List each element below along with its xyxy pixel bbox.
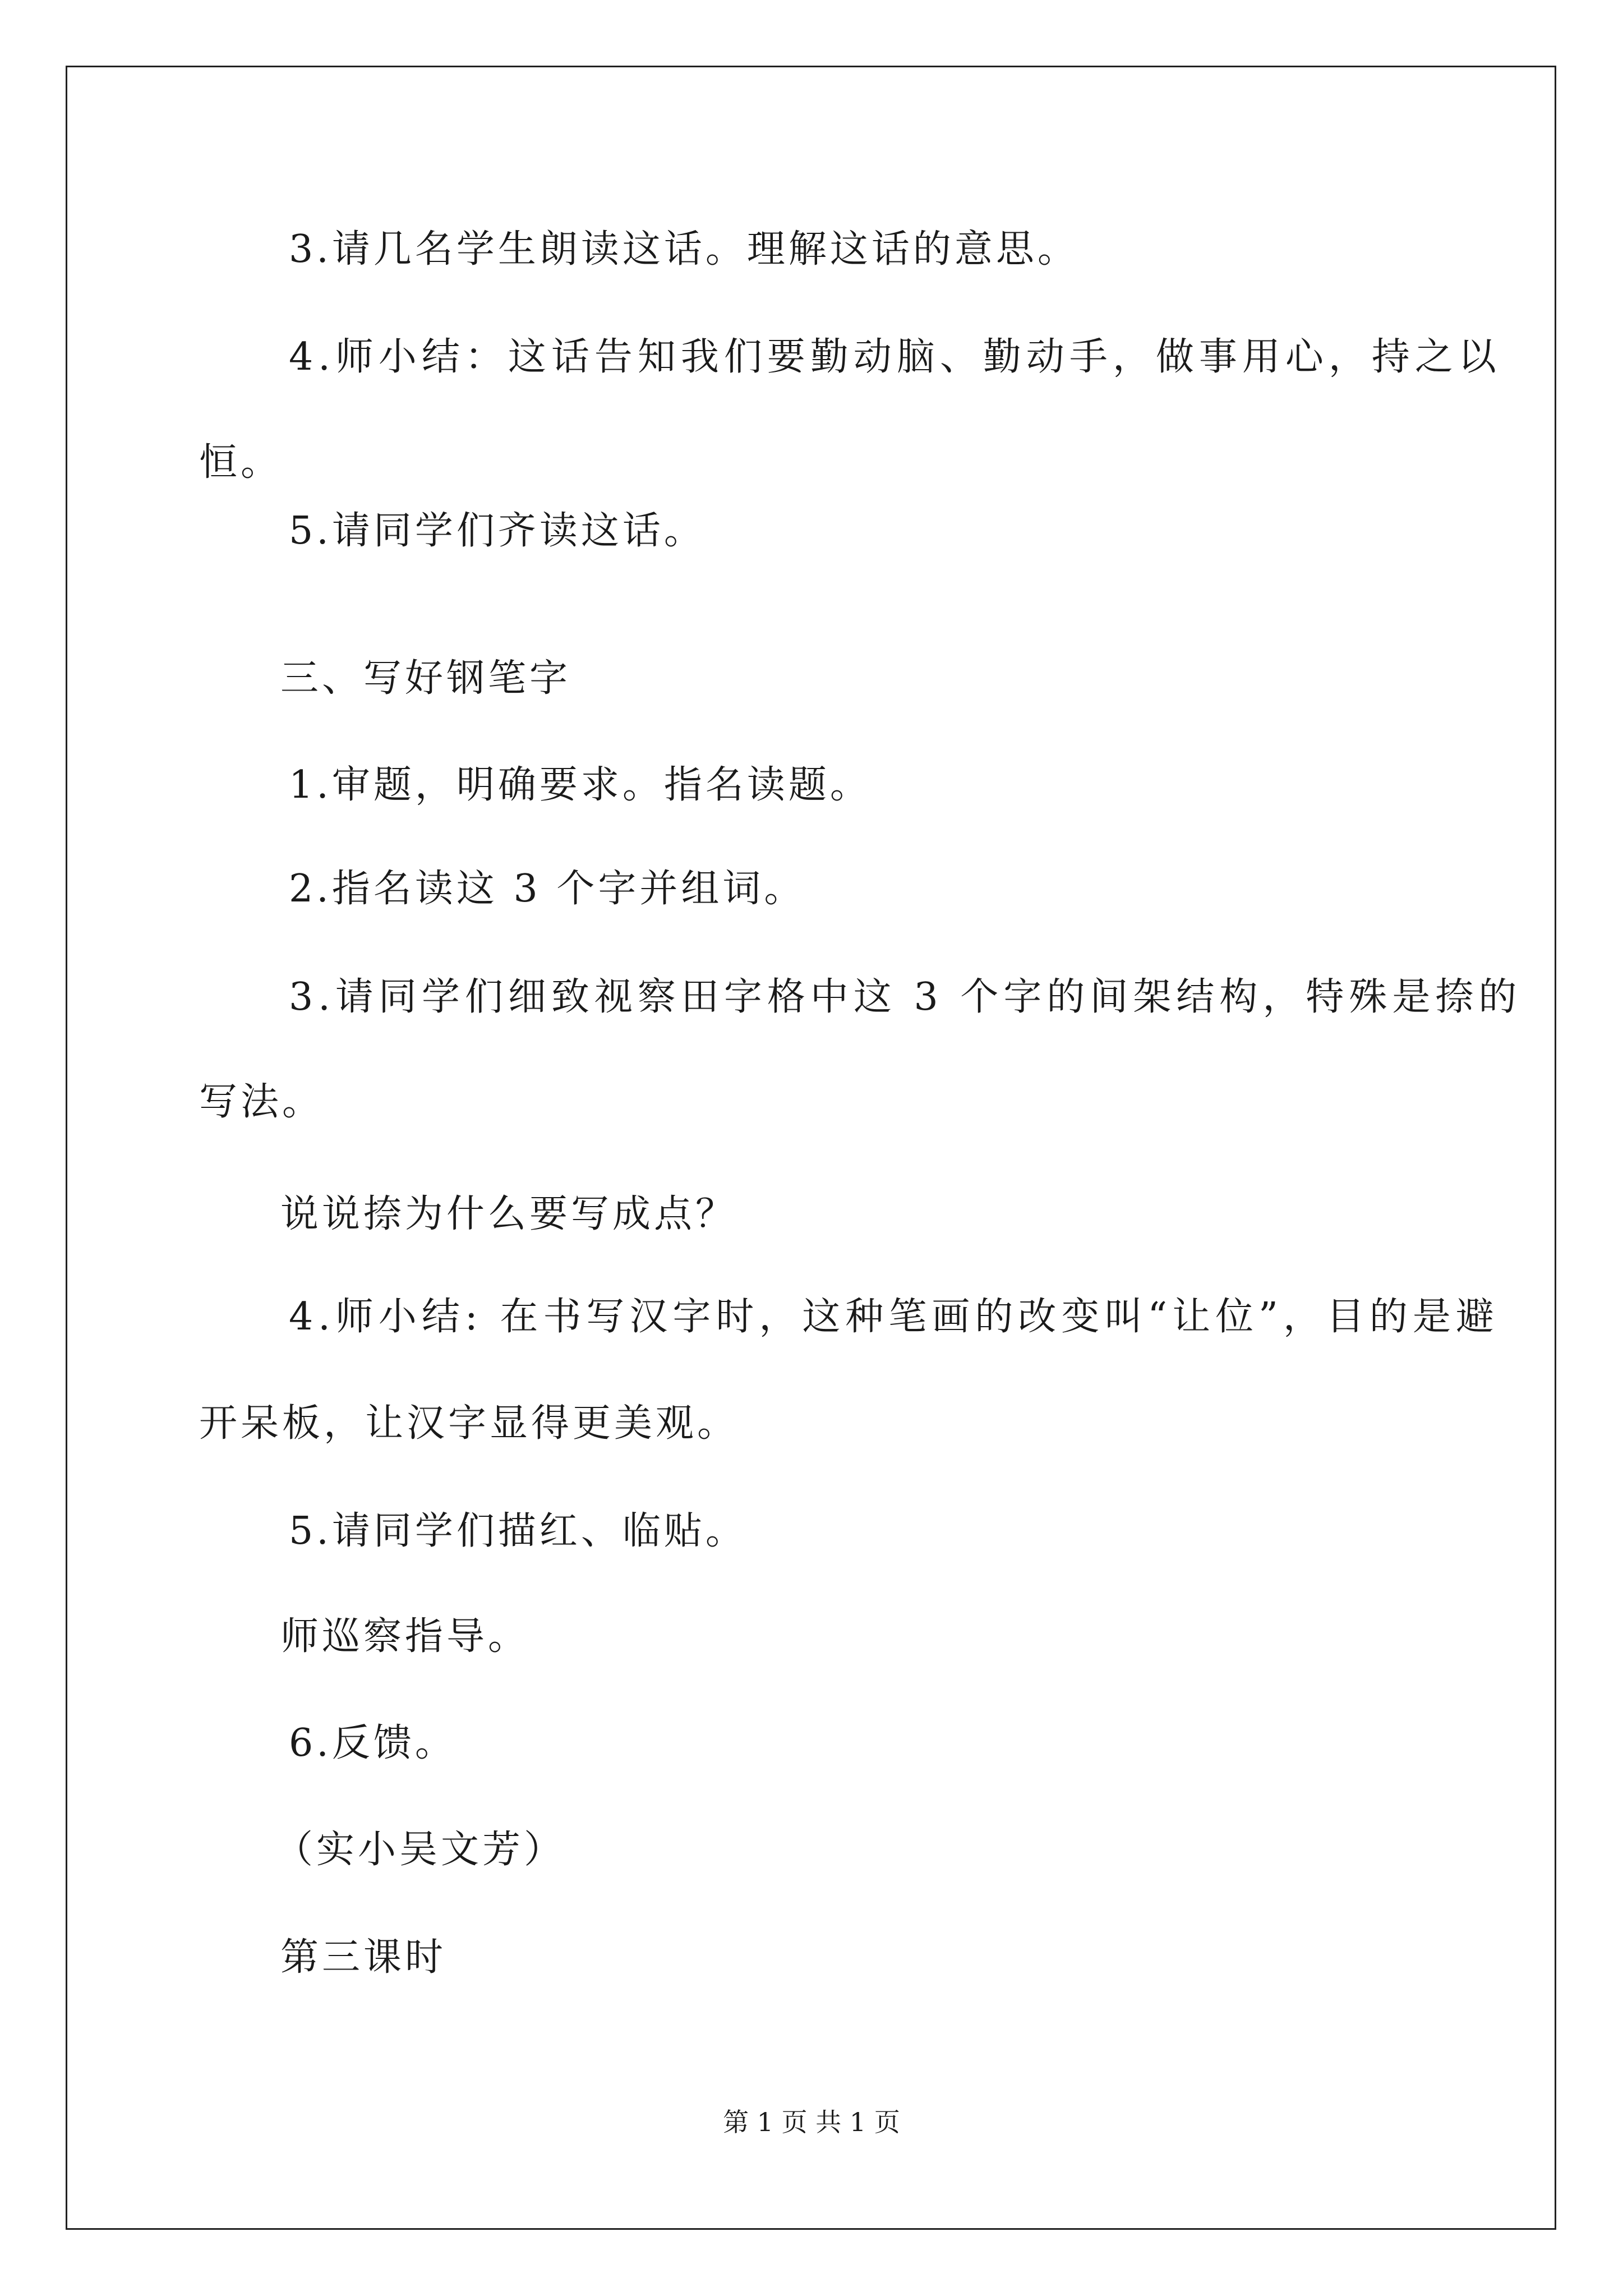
text-line-16: （实小吴文芳）	[275, 1828, 566, 1872]
text-line-2: 4.师小结：这话告知我们要勤动脑、勤动手，做事用心，持之以	[289, 335, 1501, 379]
text-line-8: 3.请同学们细致视察田字格中这 3 个字的间架结构，特殊是捺的	[289, 975, 1522, 1019]
text-line-13: 5.请同学们描红、临贴。	[289, 1509, 747, 1553]
section-heading: 三、写好钢笔字	[280, 656, 571, 701]
text-line-6: 1.审题，明确要求。指名读题。	[289, 763, 872, 807]
text-line-17: 第三课时	[280, 1935, 447, 1980]
text-line-11: 4.师小结: 在书写汉字时，这种笔画的改变叫“让位”，目的是避	[289, 1295, 1499, 1339]
page-footer: 第 1 页 共 1 页	[723, 2107, 900, 2137]
text-line-9: 写法。	[199, 1080, 324, 1124]
text-line-7: 2.指名读这 3 个字并组词。	[289, 867, 806, 911]
text-line-15: 6.反馈。	[289, 1721, 457, 1765]
text-line-4: 5.请同学们齐读这话。	[289, 509, 706, 553]
text-line-3: 恒。	[199, 440, 283, 485]
page-border	[66, 66, 1556, 2230]
text-line-14: 师巡察指导。	[280, 1614, 530, 1659]
text-line-10: 说说捺为什么要写成点？	[280, 1192, 737, 1236]
text-line-1: 3.请几名学生朗读这话。理解这话的意思。	[289, 227, 1079, 272]
text-line-12: 开呆板，让汉字显得更美观。	[199, 1401, 739, 1446]
